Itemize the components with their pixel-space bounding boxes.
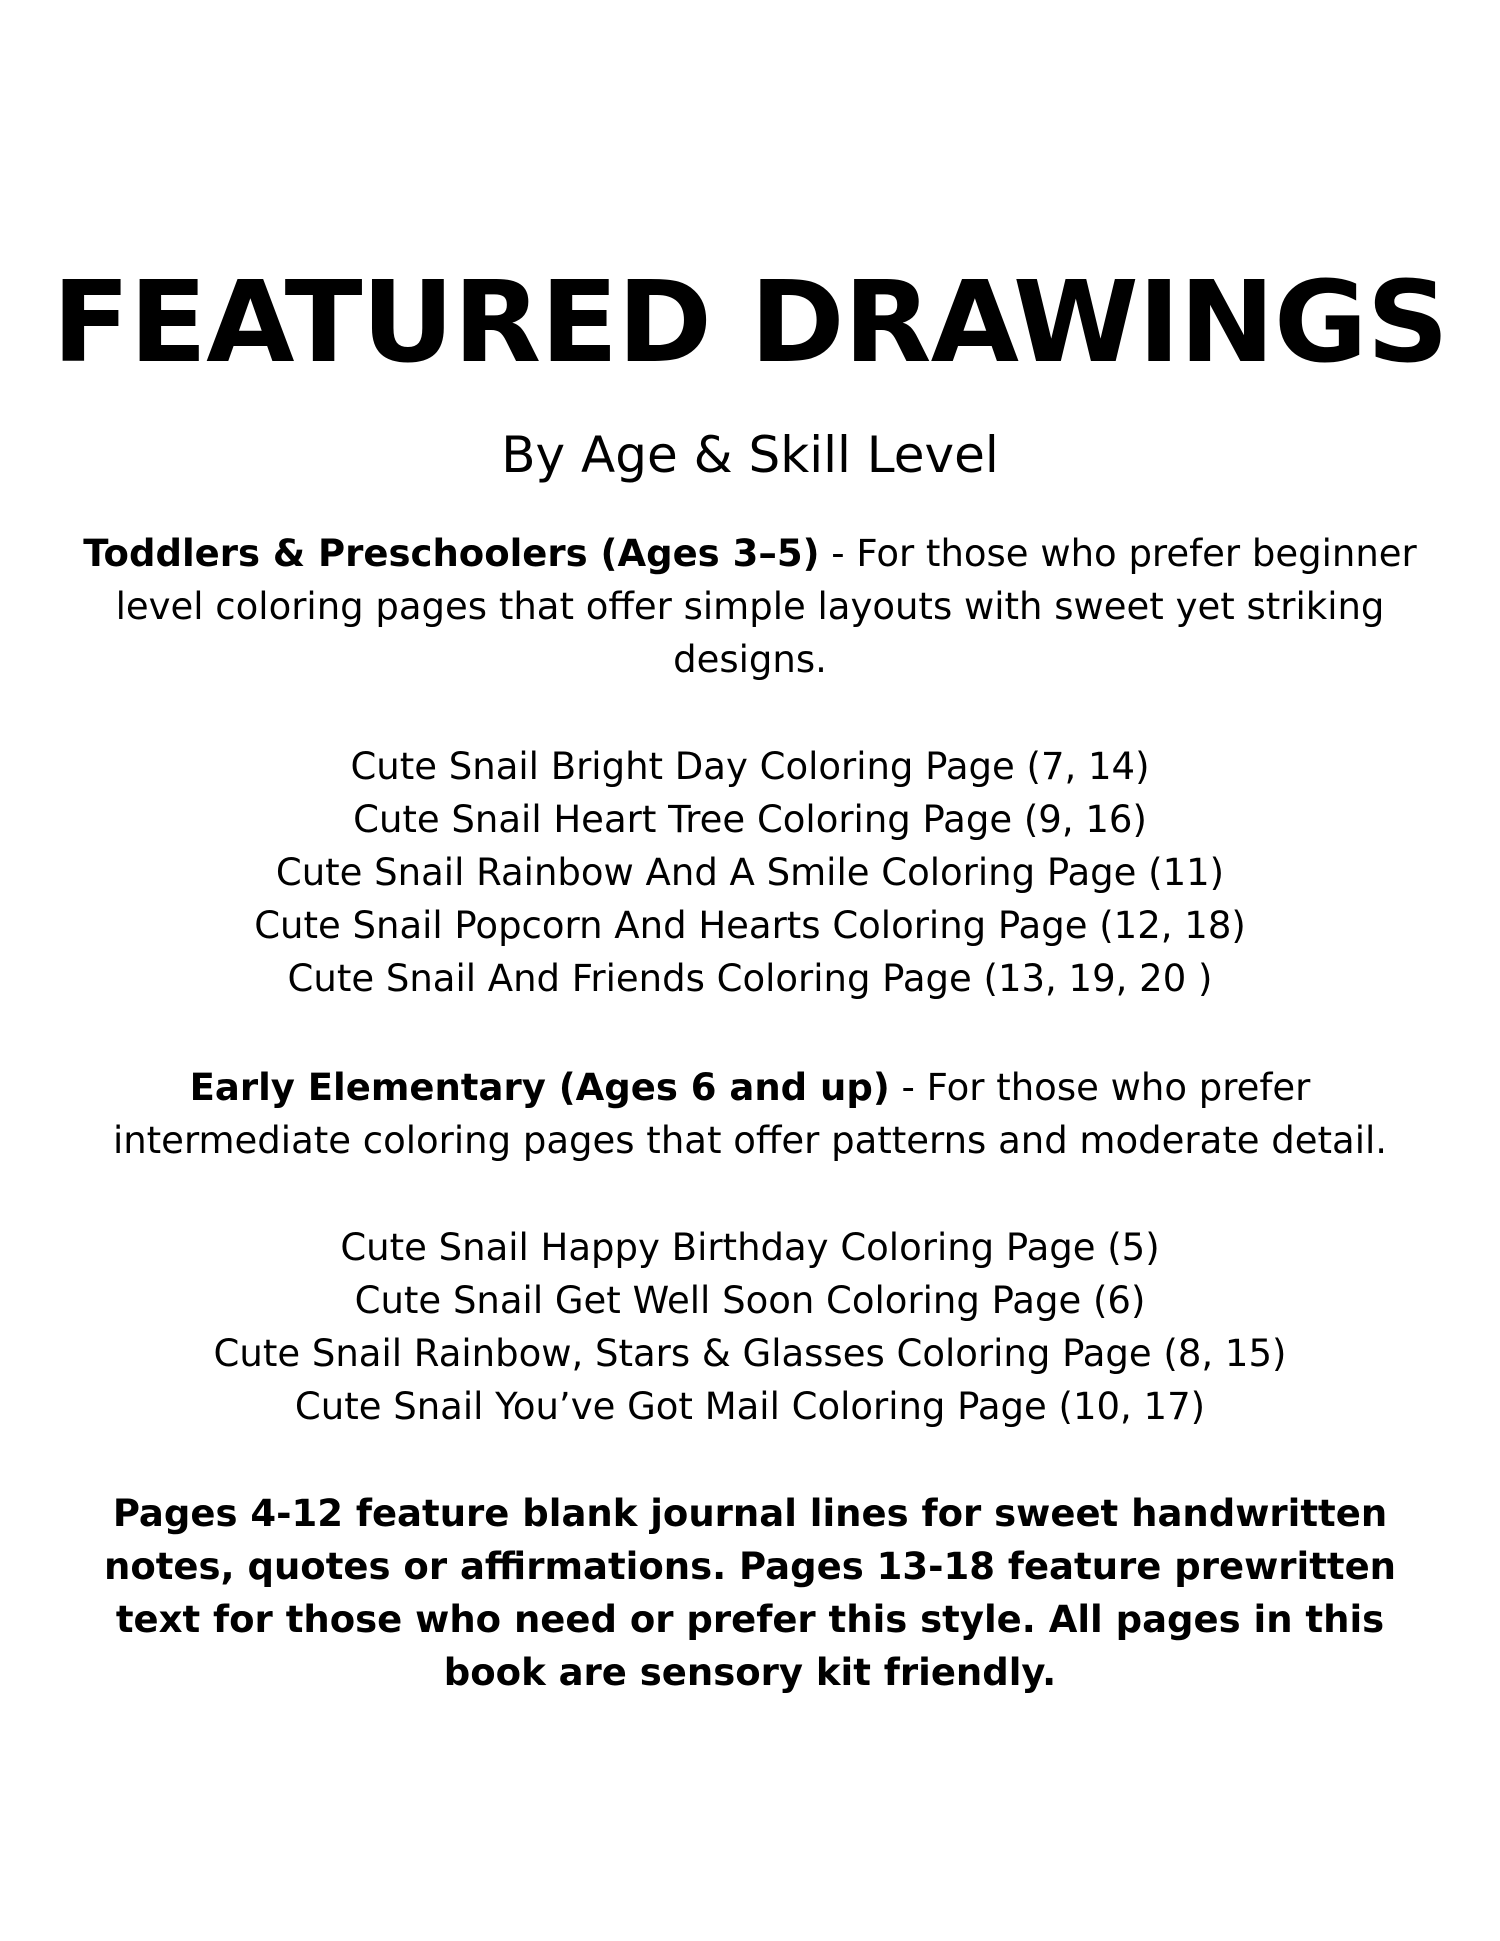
section-elementary-list — [0, 1221, 1500, 1433]
section-toddlers-list — [0, 740, 1500, 1005]
section-elementary-intro — [80, 1061, 1420, 1167]
section-toddlers-description: - For those who prefer beginner level coloring pages that offer simple layouts with sweet yet striking designs. — [115, 532, 1417, 681]
list-item: Cute Snail Rainbow And A Smile Coloring Page (11) — [275, 851, 1225, 894]
page-subtitle: By Age & Skill Level — [501, 426, 999, 484]
list-item: Cute Snail Happy Birthday Coloring Page (5) — [340, 1226, 1160, 1269]
section-toddlers-intro — [80, 527, 1420, 686]
section-elementary-heading: Early Elementary (Ages 6 and up) — [189, 1066, 890, 1109]
list-item: Cute Snail And Friends Coloring Page (13, 19, 20 ) — [287, 957, 1213, 1000]
list-item: Cute Snail You’ve Got Mail Coloring Page (10, 17) — [294, 1385, 1206, 1428]
section-elementary-description: - For those who prefer intermediate coloring pages that offer patterns and moderate detail. — [112, 1066, 1388, 1162]
list-item: Cute Snail Heart Tree Coloring Page (9, 16) — [353, 798, 1147, 841]
list-item: Cute Snail Bright Day Coloring Page (7, 14) — [350, 745, 1150, 788]
section-toddlers-heading: Toddlers & Preschoolers (Ages 3–5) — [83, 532, 820, 575]
list-item: Cute Snail Get Well Soon Coloring Page (6) — [354, 1279, 1146, 1322]
page-title: FEATURED DRAWINGS — [52, 258, 1448, 388]
pages-note: Pages 4-12 feature blank journal lines for sweet handwritten notes, quotes or affirmations. Pages 13-18 feature prewritten text for those who need or prefer this style. All pages in this book are sensory kit friendly. — [103, 1492, 1397, 1694]
list-item: Cute Snail Popcorn And Hearts Coloring Page (12, 18) — [254, 904, 1246, 947]
list-item: Cute Snail Rainbow, Stars & Glasses Coloring Page (8, 15) — [213, 1332, 1287, 1375]
